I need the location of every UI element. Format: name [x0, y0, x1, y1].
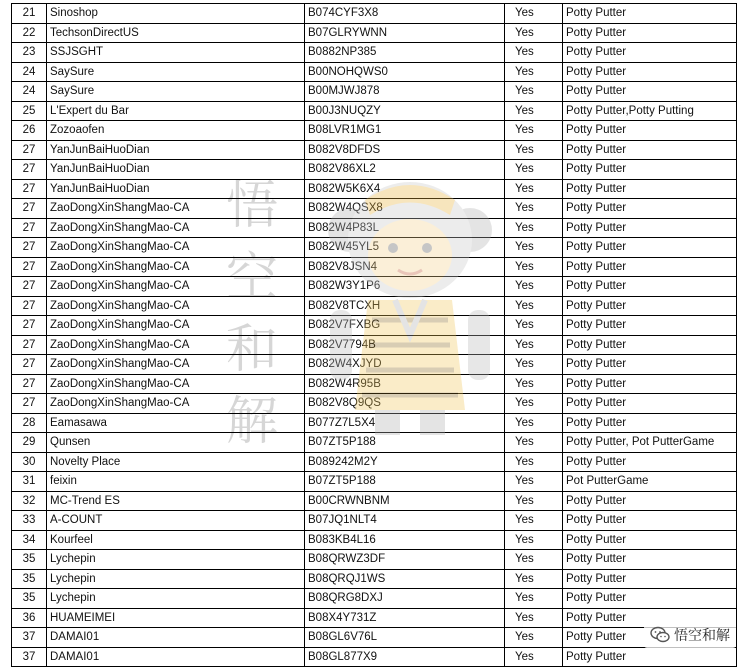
- row-number-cell: 36: [12, 608, 47, 628]
- status-cell: Yes: [505, 140, 563, 160]
- table-row: [12, 140, 737, 160]
- seller-name-cell: Eamasawa: [47, 413, 305, 433]
- asin-cell: B0882NP385: [305, 43, 505, 63]
- status-cell: Yes: [505, 101, 563, 121]
- keyword-cell: Potty Putter: [563, 608, 737, 628]
- seller-name-cell: MC-Trend ES: [47, 491, 305, 511]
- asin-cell: B07ZT5P188: [305, 433, 505, 453]
- seller-name-cell: L'Expert du Bar: [47, 101, 305, 121]
- seller-name-cell: SSJSGHT: [47, 43, 305, 63]
- keyword-cell: Potty Putter: [563, 296, 737, 316]
- row-number-cell: 31: [12, 472, 47, 492]
- seller-table: [11, 3, 737, 667]
- seller-name-cell: Zozoaofen: [47, 121, 305, 141]
- table-row: [12, 316, 737, 336]
- table-row: [12, 413, 737, 433]
- asin-cell: B077Z7L5X4: [305, 413, 505, 433]
- keyword-cell: Potty Putter: [563, 316, 737, 336]
- asin-cell: B082W45YL5: [305, 238, 505, 258]
- table-row: [12, 569, 737, 589]
- seller-name-cell: Novelty Place: [47, 452, 305, 472]
- row-number-cell: 28: [12, 413, 47, 433]
- keyword-cell: Potty Putter: [563, 199, 737, 219]
- asin-cell: B082W4R95B: [305, 374, 505, 394]
- table-row: [12, 550, 737, 570]
- asin-cell: B00J3NUQZY: [305, 101, 505, 121]
- keyword-cell: Potty Putter: [563, 23, 737, 43]
- badge-text: 悟空和解: [674, 628, 730, 644]
- row-number-cell: 26: [12, 121, 47, 141]
- status-cell: Yes: [505, 394, 563, 414]
- status-cell: Yes: [505, 43, 563, 63]
- seller-name-cell: ZaoDongXinShangMao-CA: [47, 355, 305, 375]
- status-cell: Yes: [505, 335, 563, 355]
- row-number-cell: 27: [12, 218, 47, 238]
- asin-cell: B082W3Y1P6: [305, 277, 505, 297]
- asin-cell: B082W4P83L: [305, 218, 505, 238]
- status-cell: Yes: [505, 23, 563, 43]
- seller-name-cell: ZaoDongXinShangMao-CA: [47, 257, 305, 277]
- seller-name-cell: SaySure: [47, 62, 305, 82]
- seller-name-cell: Lychepin: [47, 550, 305, 570]
- row-number-cell: 24: [12, 82, 47, 102]
- row-number-cell: 29: [12, 433, 47, 453]
- asin-cell: B00MJWJ878: [305, 82, 505, 102]
- asin-cell: B07JQ1NLT4: [305, 511, 505, 531]
- keyword-cell: Potty Putter: [563, 589, 737, 609]
- table-row: [12, 296, 737, 316]
- asin-cell: B082W4QSX8: [305, 199, 505, 219]
- row-number-cell: 37: [12, 628, 47, 648]
- seller-name-cell: Sinoshop: [47, 4, 305, 24]
- asin-cell: B07ZT5P188: [305, 472, 505, 492]
- status-cell: Yes: [505, 257, 563, 277]
- row-number-cell: 35: [12, 569, 47, 589]
- table-row: [12, 355, 737, 375]
- row-number-cell: 24: [12, 62, 47, 82]
- row-number-cell: 27: [12, 199, 47, 219]
- asin-cell: B00CRWNBNM: [305, 491, 505, 511]
- row-number-cell: 25: [12, 101, 47, 121]
- asin-cell: B082V7794B: [305, 335, 505, 355]
- table-row: [12, 257, 737, 277]
- keyword-cell: Potty Putter: [563, 43, 737, 63]
- keyword-cell: Potty Putter: [563, 62, 737, 82]
- asin-cell: B082V8TCXH: [305, 296, 505, 316]
- keyword-cell: Potty Putter: [563, 140, 737, 160]
- status-cell: Yes: [505, 82, 563, 102]
- row-number-cell: 27: [12, 238, 47, 258]
- asin-cell: B08X4Y731Z: [305, 608, 505, 628]
- keyword-cell: Pot PutterGame: [563, 472, 737, 492]
- status-cell: Yes: [505, 491, 563, 511]
- seller-name-cell: HUAMEIMEI: [47, 608, 305, 628]
- status-cell: Yes: [505, 472, 563, 492]
- keyword-cell: Potty Putter: [563, 160, 737, 180]
- asin-cell: B08GL877X9: [305, 647, 505, 667]
- status-cell: Yes: [505, 316, 563, 336]
- status-cell: Yes: [505, 433, 563, 453]
- table-row: [12, 179, 737, 199]
- watermark-char: 和: [225, 320, 278, 380]
- table-row: [12, 608, 737, 628]
- row-number-cell: 27: [12, 277, 47, 297]
- table-row: [12, 647, 737, 667]
- table-row: [12, 511, 737, 531]
- table-row: [12, 530, 737, 550]
- wechat-icon: [650, 626, 670, 644]
- table-row: [12, 43, 737, 63]
- row-number-cell: 35: [12, 550, 47, 570]
- status-cell: Yes: [505, 199, 563, 219]
- keyword-cell: Potty Putter: [563, 218, 737, 238]
- table-row: [12, 101, 737, 121]
- status-cell: Yes: [505, 238, 563, 258]
- keyword-cell: Potty Putter: [563, 257, 737, 277]
- status-cell: Yes: [505, 647, 563, 667]
- status-cell: Yes: [505, 452, 563, 472]
- table-row: [12, 23, 737, 43]
- wechat-badge: [644, 622, 736, 648]
- asin-cell: B08QRWZ3DF: [305, 550, 505, 570]
- asin-cell: B074CYF3X8: [305, 4, 505, 24]
- table-row: [12, 335, 737, 355]
- keyword-cell: Potty Putter: [563, 413, 737, 433]
- seller-name-cell: ZaoDongXinShangMao-CA: [47, 199, 305, 219]
- keyword-cell: Potty Putter: [563, 335, 737, 355]
- row-number-cell: 27: [12, 316, 47, 336]
- asin-cell: B089242M2Y: [305, 452, 505, 472]
- keyword-cell: Potty Putter: [563, 355, 737, 375]
- seller-name-cell: Kourfeel: [47, 530, 305, 550]
- seller-name-cell: Lychepin: [47, 589, 305, 609]
- seller-name-cell: TechsonDirectUS: [47, 23, 305, 43]
- table-row: [12, 121, 737, 141]
- row-number-cell: 35: [12, 589, 47, 609]
- status-cell: Yes: [505, 4, 563, 24]
- row-number-cell: 27: [12, 179, 47, 199]
- row-number-cell: 27: [12, 296, 47, 316]
- asin-cell: B08GL6V76L: [305, 628, 505, 648]
- asin-cell: B07GLRYWNN: [305, 23, 505, 43]
- keyword-cell: Potty Putter: [563, 4, 737, 24]
- table-row: [12, 394, 737, 414]
- seller-name-cell: A-COUNT: [47, 511, 305, 531]
- asin-cell: B08QRQJ1WS: [305, 569, 505, 589]
- seller-name-cell: ZaoDongXinShangMao-CA: [47, 374, 305, 394]
- seller-name-cell: DAMAI01: [47, 647, 305, 667]
- table-row: [12, 452, 737, 472]
- watermark-char: 悟: [225, 176, 278, 236]
- asin-cell: B082W5K6X4: [305, 179, 505, 199]
- keyword-cell: Potty Putter: [563, 121, 737, 141]
- status-cell: Yes: [505, 277, 563, 297]
- keyword-cell: Potty Putter: [563, 394, 737, 414]
- table-row: [12, 433, 737, 453]
- keyword-cell: Potty Putter: [563, 530, 737, 550]
- asin-cell: B083KB4L16: [305, 530, 505, 550]
- table-row: [12, 589, 737, 609]
- table-row: [12, 199, 737, 219]
- status-cell: Yes: [505, 569, 563, 589]
- table-row: [12, 4, 737, 24]
- keyword-cell: Potty Putter: [563, 374, 737, 394]
- row-number-cell: 27: [12, 374, 47, 394]
- keyword-cell: Potty Putter: [563, 238, 737, 258]
- seller-name-cell: Qunsen: [47, 433, 305, 453]
- status-cell: Yes: [505, 550, 563, 570]
- status-cell: Yes: [505, 511, 563, 531]
- seller-name-cell: feixin: [47, 472, 305, 492]
- seller-name-cell: ZaoDongXinShangMao-CA: [47, 335, 305, 355]
- table-row: [12, 374, 737, 394]
- status-cell: Yes: [505, 218, 563, 238]
- status-cell: Yes: [505, 160, 563, 180]
- seller-name-cell: YanJunBaiHuoDian: [47, 140, 305, 160]
- status-cell: Yes: [505, 374, 563, 394]
- table-row: [12, 62, 737, 82]
- status-cell: Yes: [505, 628, 563, 648]
- keyword-cell: Potty Putter: [563, 569, 737, 589]
- row-number-cell: 27: [12, 140, 47, 160]
- row-number-cell: 22: [12, 23, 47, 43]
- row-number-cell: 27: [12, 335, 47, 355]
- keyword-cell: Potty Putter: [563, 179, 737, 199]
- row-number-cell: 37: [12, 647, 47, 667]
- keyword-cell: Potty Putter: [563, 452, 737, 472]
- row-number-cell: 21: [12, 4, 47, 24]
- status-cell: Yes: [505, 589, 563, 609]
- status-cell: Yes: [505, 121, 563, 141]
- keyword-cell: Potty Putter: [563, 628, 737, 648]
- watermark-char: 空: [225, 248, 278, 308]
- table-row: [12, 491, 737, 511]
- asin-cell: B082V86XL2: [305, 160, 505, 180]
- asin-cell: B082V8JSN4: [305, 257, 505, 277]
- asin-cell: B08QRG8DXJ: [305, 589, 505, 609]
- seller-table-body: [12, 4, 737, 667]
- row-number-cell: 33: [12, 511, 47, 531]
- keyword-cell: Potty Putter: [563, 511, 737, 531]
- row-number-cell: 27: [12, 394, 47, 414]
- seller-name-cell: ZaoDongXinShangMao-CA: [47, 218, 305, 238]
- seller-name-cell: YanJunBaiHuoDian: [47, 160, 305, 180]
- status-cell: Yes: [505, 179, 563, 199]
- asin-cell: B082V8DFDS: [305, 140, 505, 160]
- row-number-cell: 27: [12, 257, 47, 277]
- asin-cell: B082W4XJYD: [305, 355, 505, 375]
- keyword-cell: Potty Putter: [563, 647, 737, 667]
- keyword-cell: Potty Putter: [563, 277, 737, 297]
- row-number-cell: 27: [12, 355, 47, 375]
- status-cell: Yes: [505, 355, 563, 375]
- keyword-cell: Potty Putter: [563, 550, 737, 570]
- status-cell: Yes: [505, 530, 563, 550]
- seller-name-cell: ZaoDongXinShangMao-CA: [47, 296, 305, 316]
- keyword-cell: Potty Putter,Potty Putting: [563, 101, 737, 121]
- asin-cell: B082V7FXBG: [305, 316, 505, 336]
- table-row: [12, 238, 737, 258]
- row-number-cell: 34: [12, 530, 47, 550]
- asin-cell: B00NOHQWS0: [305, 62, 505, 82]
- status-cell: Yes: [505, 296, 563, 316]
- table-row: [12, 82, 737, 102]
- table-row: [12, 218, 737, 238]
- table-row: [12, 628, 737, 648]
- seller-name-cell: SaySure: [47, 82, 305, 102]
- status-cell: Yes: [505, 608, 563, 628]
- seller-name-cell: ZaoDongXinShangMao-CA: [47, 394, 305, 414]
- table-row: [12, 277, 737, 297]
- row-number-cell: 32: [12, 491, 47, 511]
- keyword-cell: Potty Putter: [563, 82, 737, 102]
- keyword-cell: Potty Putter, Pot PutterGame: [563, 433, 737, 453]
- seller-name-cell: Lychepin: [47, 569, 305, 589]
- seller-name-cell: ZaoDongXinShangMao-CA: [47, 316, 305, 336]
- seller-name-cell: ZaoDongXinShangMao-CA: [47, 277, 305, 297]
- asin-cell: B082V8Q9QS: [305, 394, 505, 414]
- seller-name-cell: ZaoDongXinShangMao-CA: [47, 238, 305, 258]
- table-row: [12, 472, 737, 492]
- row-number-cell: 27: [12, 160, 47, 180]
- asin-cell: B08LVR1MG1: [305, 121, 505, 141]
- table-row: [12, 160, 737, 180]
- status-cell: Yes: [505, 62, 563, 82]
- seller-name-cell: DAMAI01: [47, 628, 305, 648]
- row-number-cell: 23: [12, 43, 47, 63]
- seller-name-cell: YanJunBaiHuoDian: [47, 179, 305, 199]
- watermark-char: 解: [225, 392, 278, 452]
- status-cell: Yes: [505, 413, 563, 433]
- row-number-cell: 30: [12, 452, 47, 472]
- keyword-cell: Potty Putter: [563, 491, 737, 511]
